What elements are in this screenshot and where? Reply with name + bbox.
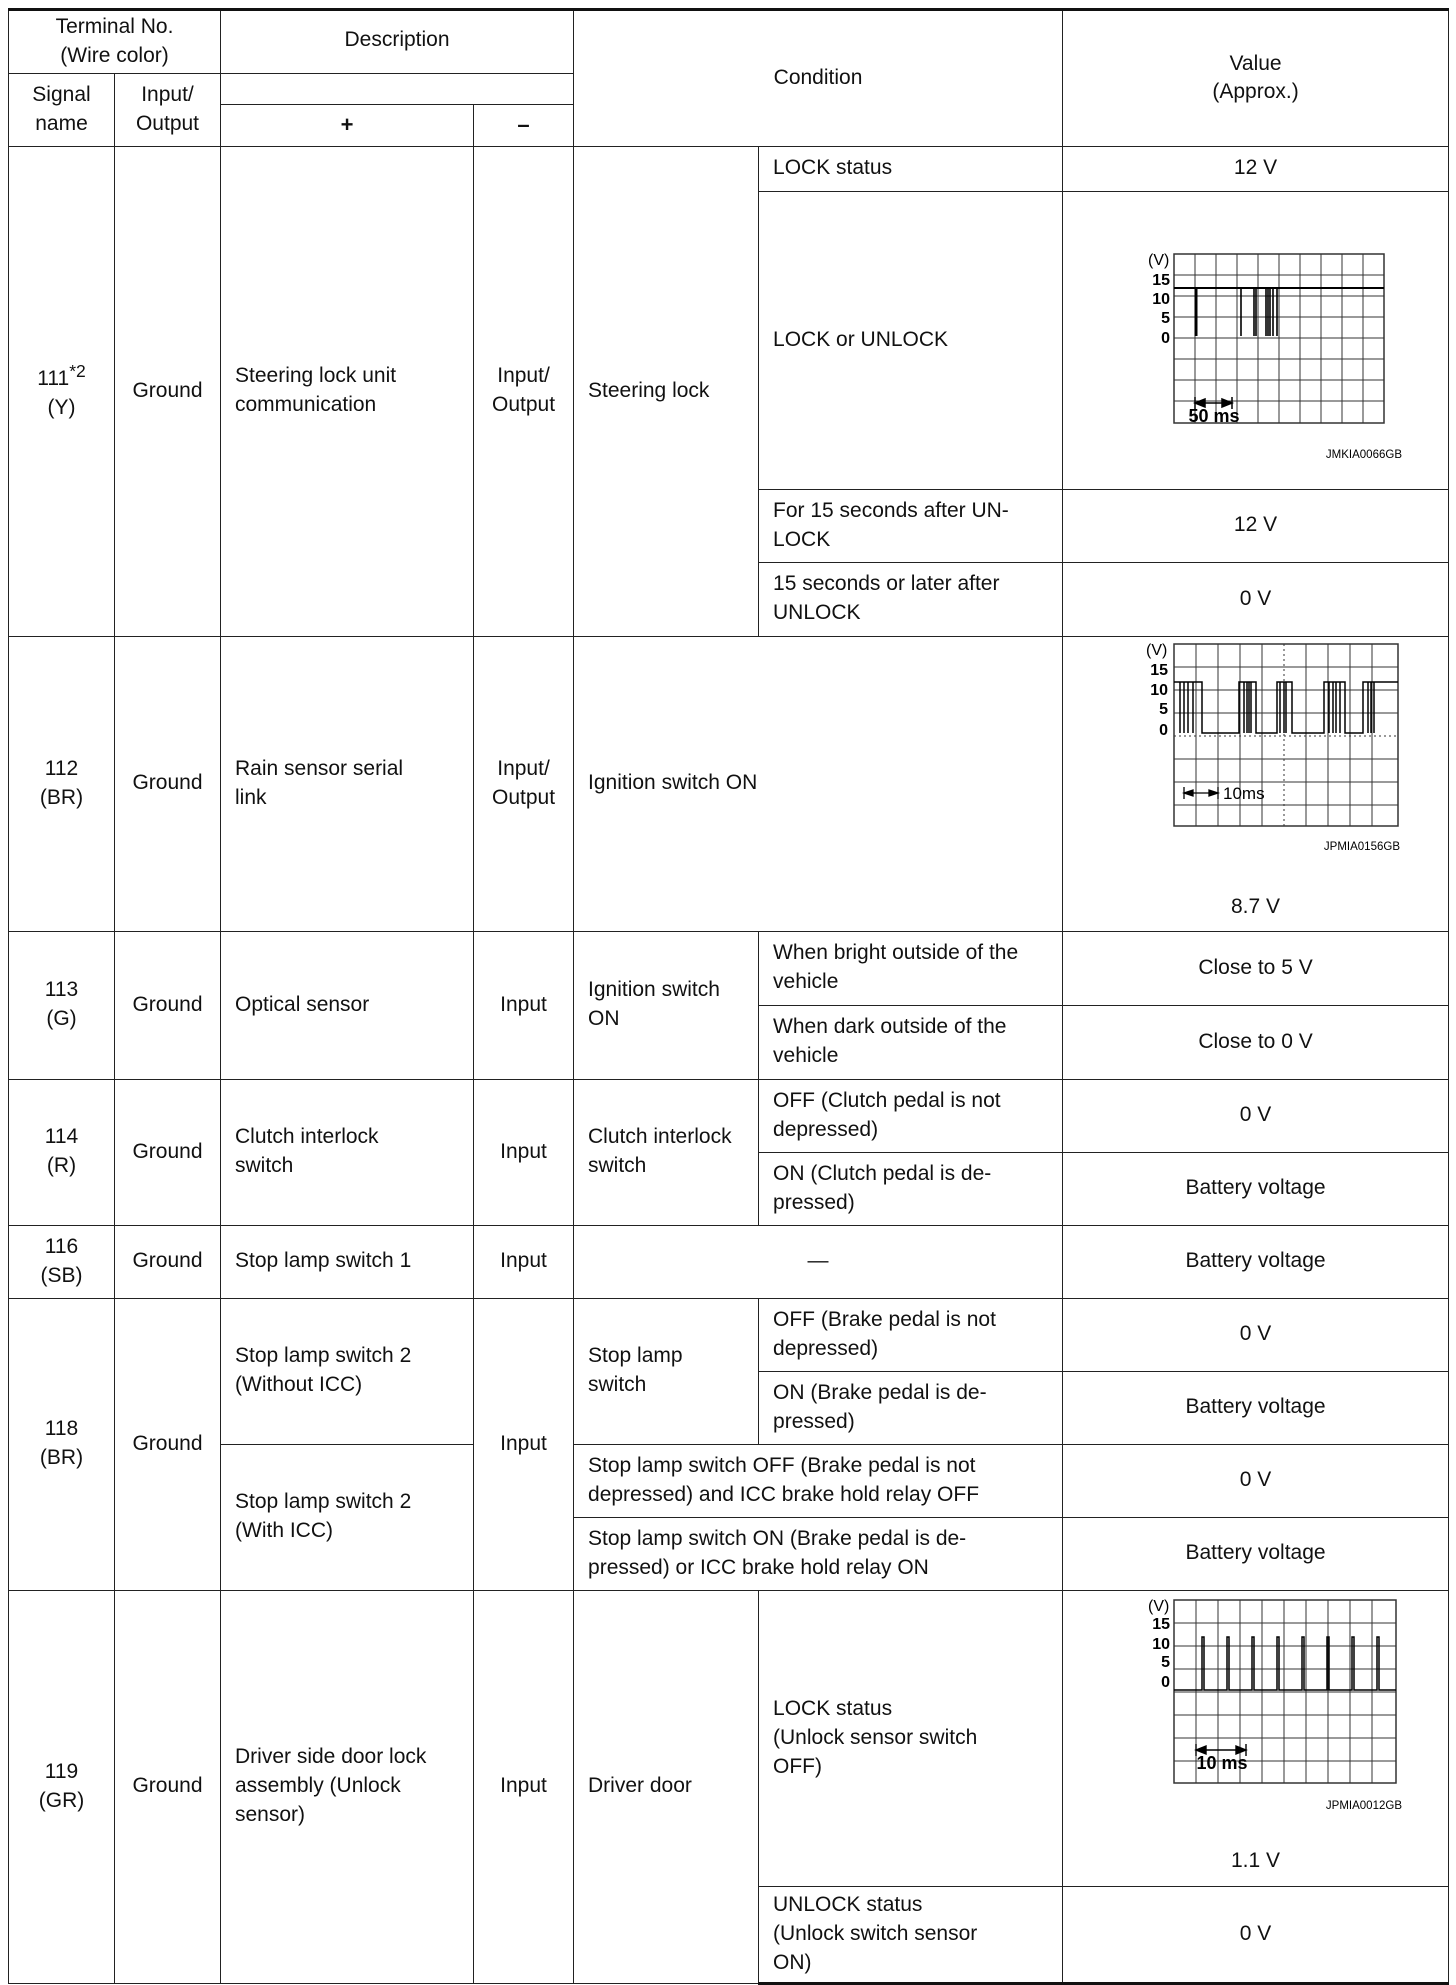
ground-cell: Ground [115, 146, 221, 636]
y-unit-label: (V) [1147, 1598, 1169, 1616]
table-row [9, 1225, 1449, 1298]
figure-code: JPMIA0156GB [1323, 840, 1400, 853]
y-unit-label: (V) [1147, 252, 1169, 270]
condition-line: pressed) [773, 1409, 855, 1433]
signal-line: Rain sensor serial [235, 756, 404, 780]
header-row [9, 10, 1449, 74]
header-value [1063, 10, 1449, 147]
condition-line: ON [588, 1007, 620, 1031]
header-approx-label: (Approx.) [1212, 80, 1299, 104]
value-cell: 12 V [1063, 489, 1449, 562]
condition-line: ON) [773, 1950, 812, 1974]
value-cell: Battery voltage [1063, 1225, 1449, 1298]
ground-cell: Ground [115, 1079, 221, 1225]
table-row [9, 1590, 1449, 1886]
y-tick-label: 5 [1158, 700, 1168, 718]
y-tick-label: 10 [1149, 681, 1168, 699]
ground-cell: Ground [115, 1225, 221, 1298]
header-io-line2: Output [135, 111, 200, 135]
terminal-number: 116 [44, 1234, 79, 1258]
waveform-trace [1174, 1637, 1396, 1690]
value-cell: Close to 5 V [1063, 931, 1449, 1005]
signal-line: sensor) [235, 1803, 306, 1827]
y-tick-label: 10 [1151, 1636, 1170, 1654]
condition-line: Ignition switch [588, 978, 720, 1002]
value-cell [1063, 636, 1449, 931]
waveform-chart [1106, 641, 1406, 927]
terminal-cell [9, 1590, 115, 1983]
terminal-number: 118 [44, 1417, 79, 1441]
wire-color: (BR) [39, 1446, 84, 1470]
ground-cell: Ground [115, 1298, 221, 1590]
oscilloscope-grid [1174, 254, 1384, 423]
header-io-line1: Input/ [141, 82, 194, 106]
header-wire-color: (Wire color) [60, 43, 169, 67]
io-line: Input/ [497, 756, 550, 780]
sub-condition [759, 1005, 1063, 1079]
terminal-footnote: *2 [69, 361, 86, 382]
terminal-cell [9, 931, 115, 1079]
condition-line: OFF (Brake pedal is not [773, 1307, 996, 1331]
y-unit-label: (V) [1145, 641, 1167, 659]
signal-name [221, 636, 474, 931]
sub-condition [759, 1298, 1063, 1371]
condition-cell: Ignition switch ON [574, 636, 1063, 931]
signal-name [221, 1298, 474, 1444]
condition-line: LOCK status [773, 1696, 893, 1720]
condition-line: pressed) [773, 1190, 855, 1214]
signal-name [221, 1590, 474, 1983]
value-cell [1063, 191, 1449, 489]
y-tick-label: 15 [1151, 272, 1170, 290]
sub-condition [759, 489, 1063, 562]
wire-color: (Y) [47, 396, 76, 420]
signal-line: Stop lamp switch 2 [235, 1344, 412, 1368]
condition-line: switch [588, 1154, 647, 1178]
time-scale-marker [1184, 787, 1218, 799]
table-row [9, 1298, 1449, 1371]
wire-color: (GR) [38, 1788, 85, 1812]
table-row [9, 1444, 1449, 1517]
sub-condition [759, 562, 1063, 636]
condition-line: depressed) [773, 1117, 879, 1141]
signal-name [221, 1079, 474, 1225]
condition-line: (Unlock sensor switch [773, 1725, 978, 1749]
io-cell: Input [474, 1590, 574, 1983]
condition-line: UNLOCK [773, 601, 861, 625]
value-reading: 8.7 V [1231, 894, 1281, 918]
oscilloscope-grid [1174, 644, 1398, 826]
wire-color: (SB) [40, 1263, 83, 1287]
value-reading: 1.1 V [1231, 1849, 1281, 1873]
io-line: Output [491, 393, 556, 417]
value-cell: Battery voltage [1063, 1371, 1449, 1444]
table-row [9, 1079, 1449, 1152]
condition-line: vehicle [773, 970, 839, 994]
signal-line: switch [235, 1154, 294, 1178]
header-terminal-no: Terminal No. [55, 15, 174, 38]
condition-line: UNLOCK status [773, 1892, 923, 1916]
ground-cell: Ground [115, 931, 221, 1079]
signal-line: Clutch interlock [235, 1125, 379, 1149]
table-row [9, 931, 1449, 1005]
condition-line: LOCK [773, 527, 831, 551]
condition-line: When bright outside of the [773, 941, 1019, 965]
io-cell: Input [474, 1298, 574, 1590]
condition-cell [574, 931, 759, 1079]
condition-line: switch [588, 1373, 647, 1397]
value-cell: 0 V [1063, 562, 1449, 636]
signal-name: Optical sensor [221, 931, 474, 1079]
condition-cell: — [574, 1225, 1063, 1298]
condition-line: OFF (Clutch pedal is not [773, 1088, 1001, 1112]
wire-color: (BR) [39, 785, 84, 809]
value-cell: 12 V [1063, 146, 1449, 191]
signal-name: Stop lamp switch 1 [221, 1225, 474, 1298]
sub-condition [759, 1886, 1063, 1983]
sub-condition: LOCK or UNLOCK [759, 191, 1063, 489]
sub-condition [759, 1590, 1063, 1886]
value-cell: Battery voltage [1063, 1517, 1449, 1590]
signal-line: (Without ICC) [235, 1373, 363, 1397]
terminal-number: 113 [44, 978, 79, 1002]
condition-line: depressed) and ICC brake hold relay OFF [588, 1482, 980, 1506]
condition-line: For 15 seconds after UN- [773, 498, 1009, 522]
terminal-number: 119 [44, 1759, 79, 1783]
header-signal-name: Signal name [9, 73, 115, 146]
signal-line: assembly (Unlock [235, 1774, 401, 1798]
table-row [9, 636, 1449, 931]
io-cell: Input [474, 1225, 574, 1298]
y-tick-label: 15 [1149, 661, 1168, 679]
header-plus: + [221, 104, 474, 146]
signal-name [221, 1444, 474, 1590]
ground-cell: Ground [115, 1590, 221, 1983]
sub-condition [759, 1152, 1063, 1225]
signal-line: (With ICC) [235, 1519, 333, 1543]
terminal-number: 111 [37, 367, 70, 391]
value-cell: Battery voltage [1063, 1152, 1449, 1225]
condition-line: Stop lamp [588, 1344, 683, 1368]
header-terminal [9, 10, 221, 74]
condition-line: vehicle [773, 1044, 839, 1068]
terminal-number: 114 [44, 1125, 79, 1149]
terminal-cell [9, 146, 115, 636]
waveform-chart [1106, 205, 1406, 475]
signal-line: link [235, 785, 267, 809]
terminal-cell [9, 1225, 115, 1298]
value-cell [1063, 1590, 1449, 1886]
sub-condition [759, 1371, 1063, 1444]
condition-cell [574, 1444, 1063, 1517]
value-cell: Close to 0 V [1063, 1005, 1449, 1079]
condition-line: ON (Clutch pedal is de- [773, 1161, 992, 1185]
signal-line: Driver side door lock [235, 1745, 427, 1769]
condition-line: ON (Brake pedal is de- [773, 1380, 987, 1404]
io-cell [474, 636, 574, 931]
terminal-cell [9, 636, 115, 931]
figure-code: JMKIA0066GB [1325, 449, 1402, 462]
io-line: Output [491, 785, 556, 809]
y-tick-label: 10 [1151, 291, 1170, 309]
condition-line: 15 seconds or later after [773, 572, 1000, 596]
table-row [9, 146, 1449, 191]
condition-line: When dark outside of the [773, 1015, 1007, 1039]
waveform-chart [1106, 1595, 1406, 1881]
io-cell: Input [474, 931, 574, 1079]
condition-cell: Steering lock [574, 146, 759, 636]
wire-color: (R) [46, 1154, 77, 1178]
condition-cell [574, 1298, 759, 1444]
signal-line: Stop lamp switch 2 [235, 1490, 412, 1514]
io-cell [474, 146, 574, 636]
value-cell: 0 V [1063, 1444, 1449, 1517]
y-tick-label: 15 [1151, 1616, 1170, 1634]
y-tick-label: 5 [1160, 1654, 1170, 1672]
value-cell: 0 V [1063, 1079, 1449, 1152]
header-description: Description [221, 10, 574, 74]
header-input-output [115, 73, 221, 146]
sub-condition [759, 1079, 1063, 1152]
y-tick-label: 0 [1158, 721, 1168, 739]
value-cell: 0 V [1063, 1298, 1449, 1371]
signal-line: Steering lock unit [235, 364, 397, 388]
signal-line: communication [235, 393, 377, 417]
io-cell: Input [474, 1079, 574, 1225]
time-scale-label: 10 ms [1196, 1753, 1248, 1774]
terminal-table [8, 8, 1449, 1985]
signal-name [221, 146, 474, 636]
header-condition: Condition [574, 10, 1063, 147]
sub-condition: LOCK status [759, 146, 1063, 191]
ground-cell: Ground [115, 636, 221, 931]
condition-line: (Unlock switch sensor [773, 1921, 978, 1945]
io-line: Input/ [497, 364, 550, 388]
value-cell: 0 V [1063, 1886, 1449, 1983]
condition-cell [574, 1079, 759, 1225]
condition-line: Clutch interlock [588, 1125, 732, 1149]
time-scale-label: 50 ms [1188, 406, 1240, 427]
condition-line: OFF) [773, 1754, 822, 1778]
terminal-number: 112 [44, 756, 79, 780]
sub-condition [759, 931, 1063, 1005]
condition-line: depressed) [773, 1336, 879, 1360]
terminal-cell [9, 1298, 115, 1590]
time-scale-label: 10ms [1222, 783, 1265, 803]
figure-code: JPMIA0012GB [1325, 1800, 1402, 1813]
y-tick-label: 5 [1160, 310, 1170, 328]
condition-line: Stop lamp switch OFF (Brake pedal is not [588, 1453, 976, 1477]
condition-cell: Driver door [574, 1590, 759, 1983]
condition-cell [574, 1517, 1063, 1590]
header-minus: – [474, 104, 574, 146]
y-tick-label: 0 [1160, 1674, 1170, 1692]
wire-color: (G) [46, 1007, 77, 1031]
condition-line: Stop lamp switch ON (Brake pedal is de- [588, 1526, 967, 1550]
header-value-label: Value [1229, 51, 1282, 75]
y-tick-label: 0 [1160, 330, 1170, 348]
condition-line: pressed) or ICC brake hold relay ON [588, 1555, 929, 1579]
terminal-cell [9, 1079, 115, 1225]
